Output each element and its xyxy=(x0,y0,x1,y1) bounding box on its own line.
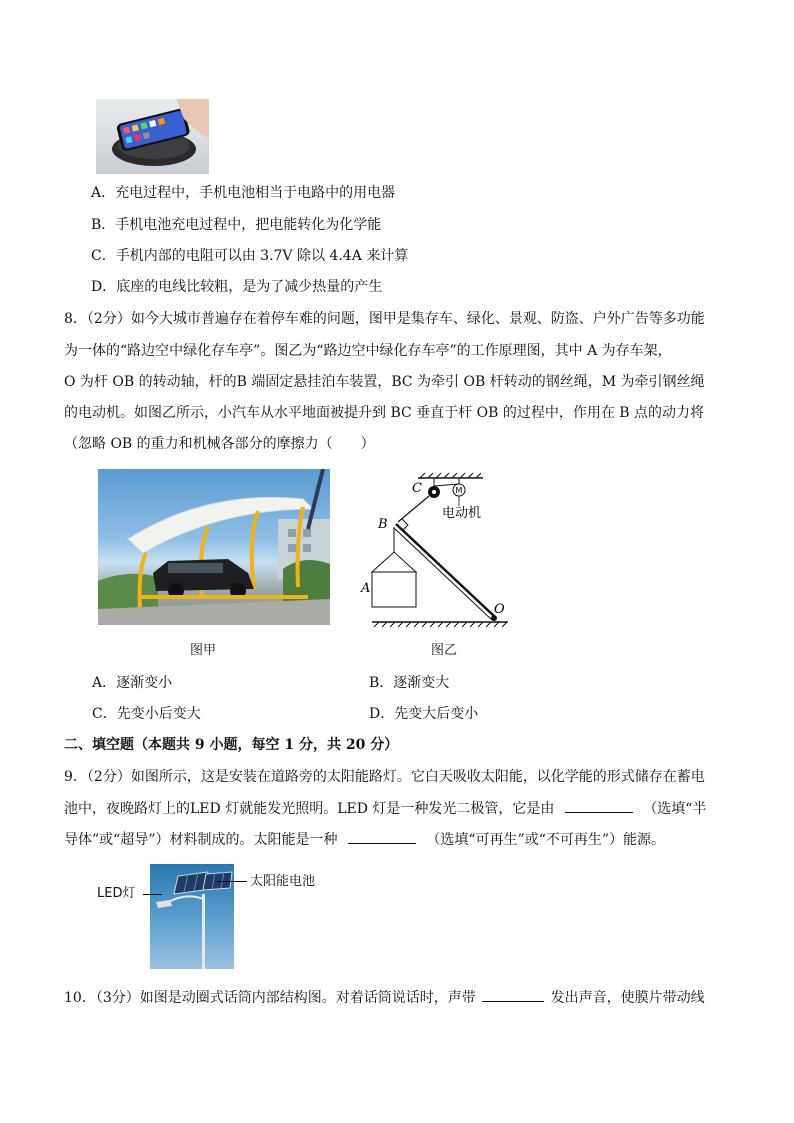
section-heading: 二、填空题（本题共 9 小题，每空 1 分，共 20 分） xyxy=(64,737,399,753)
q8-option-d: D．先变大后变小 xyxy=(369,706,479,722)
q9-blank-2[interactable] xyxy=(348,829,416,844)
label-a: A xyxy=(361,581,371,596)
q9-stem-line xyxy=(64,829,665,850)
q7-option-b: B．手机电池充电过程中，把电能转化为化学能 xyxy=(91,217,382,233)
q10-stem-line xyxy=(64,987,705,1008)
q7-option-d: D．底座的电线比较粗，是为了减少热量的产生 xyxy=(91,279,383,295)
q9-line2-tail: （选填“半 xyxy=(643,801,707,817)
q9-stem-line xyxy=(64,798,706,819)
q10-line1-text: 10．（3分）如图是动圈式话筒内部结构图。对着话筒说话时，声带 xyxy=(64,990,476,1006)
q8-stem-line: 为一体的“路边空中绿化存车亭”。图乙为“路边空中绿化存车亭”的工作原理图，其中 A 为存车架， xyxy=(64,343,672,359)
label-o: O xyxy=(494,602,505,617)
q8-stem-line: 的电动机。如图乙所示，小汽车从水平地面被提升到 BC 垂直于杆 OB 的过程中，作用在 B 点的动力将 xyxy=(64,405,705,421)
lever-diagram xyxy=(358,472,518,632)
q7-option-a: A．充电过程中，手机电池相当于电路中的用电器 xyxy=(91,185,396,201)
q8-stem-line: 8．（2分）如今大城市普遍存在着停车难的问题，图甲是集存车、绿化、景观、防盗、户外广告等多功能 xyxy=(64,311,705,327)
figure-a-caption: 图甲 xyxy=(190,643,217,658)
solar-light-photo xyxy=(150,864,234,969)
q9-blank-1[interactable] xyxy=(565,798,633,813)
label-solar-cell: 太阳能电池 xyxy=(250,874,316,889)
q8-option-c: C．先变小后变大 xyxy=(92,706,201,722)
carport-photo xyxy=(98,469,330,625)
label-c: C xyxy=(412,481,422,496)
q7-option-c: C．手机内部的电阻可以由 3.7V 除以 4.4A 来计算 xyxy=(91,248,409,264)
q9-line3-text: 导体”或“超导”）材料制成的。太阳能是一种 xyxy=(64,832,338,848)
label-b: B xyxy=(378,517,388,532)
q10-blank-1[interactable] xyxy=(482,987,544,1002)
q8-option-a: A．逐渐变小 xyxy=(92,675,173,691)
q9-line3-tail: （选填“可再生”或“不可再生”）能源。 xyxy=(426,832,666,848)
phone-charger-photo xyxy=(96,99,209,174)
q9-line2-text: 池中，夜晚路灯上的LED 灯就能发光照明。LED 灯是一种发光二极管，它是由 xyxy=(64,801,555,817)
q9-stem-line: 9．（2分）如图所示，这是安装在道路旁的太阳能路灯。它白天吸收太阳能，以化学能的形式储存在蓄电 xyxy=(64,769,705,785)
label-motor: 电动机 xyxy=(442,506,482,521)
label-m: M xyxy=(455,486,463,495)
solar-pointer-line xyxy=(217,881,247,882)
q10-line1-tail: 发出声音，使膜片带动线 xyxy=(550,990,705,1006)
q8-stem-line: O 为杆 OB 的转动轴，杆的B 端固定悬挂泊车装置，BC 为牵引 OB 杆转动的钢丝绳，M 为牵引钢丝绳 xyxy=(64,374,705,390)
q8-option-b: B．逐渐变大 xyxy=(369,675,450,691)
q8-stem-line: （忽略 OB 的重力和机械各部分的摩擦力（ ） xyxy=(64,436,375,452)
figure-b-caption: 图乙 xyxy=(431,643,458,658)
led-pointer-line xyxy=(143,894,162,895)
label-led: LED灯 xyxy=(97,886,136,901)
